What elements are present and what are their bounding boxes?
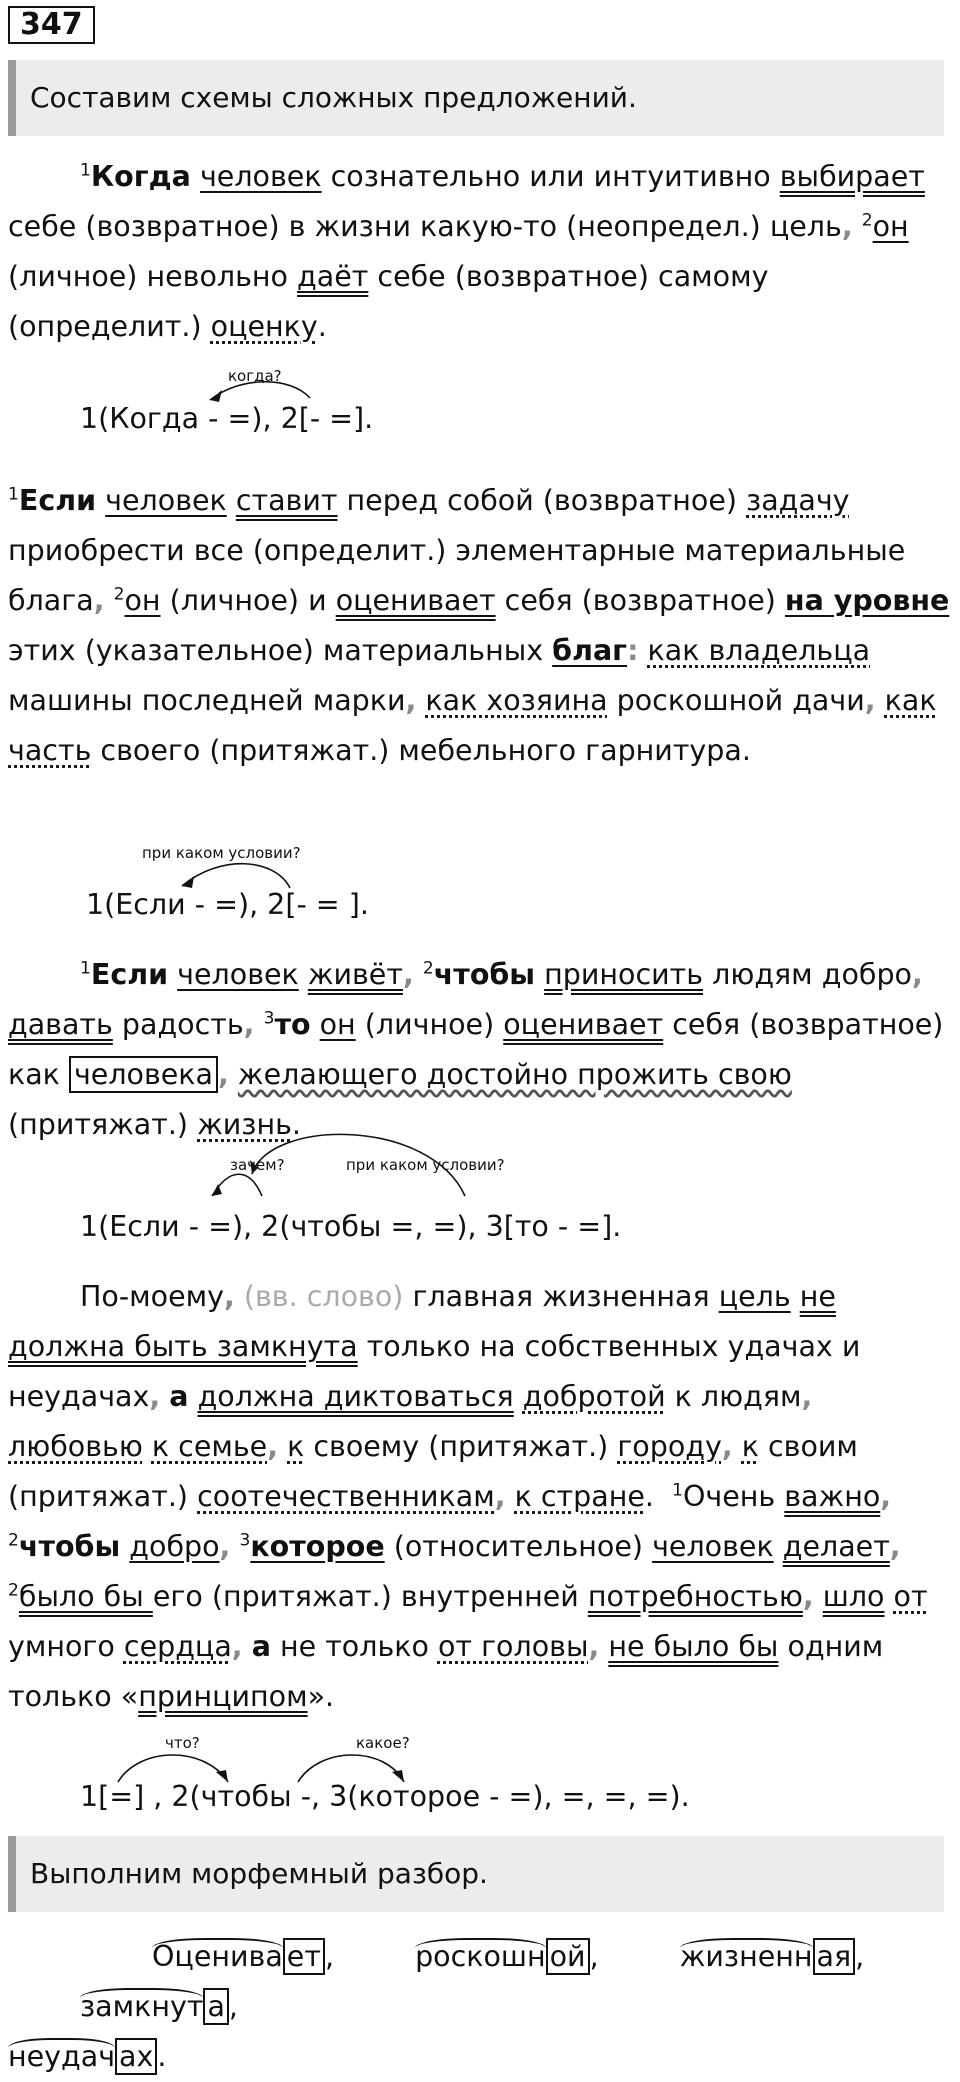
text: По-моему: [80, 1280, 224, 1313]
text: людям добро: [703, 958, 912, 991]
text: себя (возвратное) как: [8, 1008, 944, 1091]
object: к стране: [514, 1480, 645, 1513]
word-ending: ая: [813, 1938, 856, 1975]
predicate: было бы: [18, 1580, 153, 1613]
section-header-morph: Выполним морфемный разбор.: [8, 1836, 944, 1912]
morph-word: [343, 1932, 590, 1982]
object: от головы: [437, 1630, 589, 1663]
text: себе (возвратное) в жизни какую-то (неопредел.): [8, 210, 770, 243]
text: себя (возвратное): [495, 584, 785, 617]
word-ending: ой: [546, 1938, 590, 1975]
text: .: [291, 1108, 301, 1141]
comma-mark: ,: [219, 1530, 231, 1563]
word-stem: неудач: [8, 2040, 116, 2073]
comma-mark: ,: [864, 684, 876, 717]
scheme-formula: 1(Если - =), 2(чтобы =, =), 3[то - =].: [80, 1210, 622, 1243]
comma-mark: ,: [880, 1480, 892, 1513]
object: задачу: [746, 484, 850, 517]
text: блага: [8, 584, 94, 617]
object: соотечественникам: [197, 1480, 495, 1513]
object: сердца: [123, 1630, 232, 1663]
predicate: важно: [784, 1480, 881, 1513]
text: (личное) и: [160, 584, 336, 617]
homogeneous-member: как хозяина: [425, 684, 608, 717]
comma-mark: ,: [93, 584, 105, 617]
text: Очень: [682, 1480, 785, 1513]
predicate: приносить: [544, 958, 704, 991]
morph-word: [80, 1932, 325, 1982]
predicate: шло: [822, 1580, 885, 1613]
comma-mark: ,: [911, 958, 923, 991]
word-ending: а: [203, 1988, 228, 2025]
clause-number: 2: [113, 584, 125, 605]
text: этих (указательное) материальных: [8, 634, 553, 667]
scheme-formula: 1[=] , 2(чтобы -, 3(которое - =), =, =, =).: [80, 1780, 690, 1813]
object: жизнь: [197, 1108, 292, 1141]
text: умного: [8, 1630, 124, 1663]
comma-mark: ,: [721, 1430, 733, 1463]
comma-mark: ,: [267, 1430, 279, 1463]
predicate: должна диктоваться: [197, 1380, 514, 1413]
scheme-formula: 1(Если - =), 2[- = ].: [86, 888, 369, 921]
question-label: какое?: [356, 1734, 410, 1752]
conjunction: а: [169, 1380, 189, 1413]
sentence-1: [8, 152, 952, 352]
text: машины последней марки: [8, 684, 406, 717]
homogeneous-member: как владельца: [647, 634, 871, 667]
defined-word: человека: [69, 1056, 218, 1093]
comma-mark: ,: [402, 958, 414, 991]
conjunction: чтобы: [433, 958, 536, 991]
text: (относительное): [384, 1530, 653, 1563]
conjunction: а: [251, 1630, 271, 1663]
text: своему (притяжат.): [304, 1430, 618, 1463]
text: (притяжат.): [8, 1108, 198, 1141]
comma-mark: ,: [218, 1058, 229, 1091]
text: радость: [112, 1008, 244, 1041]
predicate: принципом: [138, 1680, 308, 1713]
comma-mark: ,: [405, 684, 417, 717]
predicate: оценивает: [503, 1008, 664, 1041]
text: .: [157, 2040, 167, 2073]
text: ,: [855, 1940, 865, 1973]
text: .: [644, 1480, 654, 1513]
word-ending: ет: [283, 1938, 325, 1975]
text: себе (возвратное) самому (определит.): [8, 260, 769, 343]
text: (личное) невольно: [8, 260, 298, 293]
comma-mark: ,: [494, 1480, 506, 1513]
object: к: [741, 1430, 759, 1463]
subject: человек: [105, 484, 227, 517]
task-number: 347: [8, 6, 95, 44]
predicate: выбирает: [779, 160, 925, 193]
text: [227, 484, 236, 517]
text: ,: [228, 1990, 238, 2023]
text: цель: [769, 210, 842, 243]
predicate: потребностью: [587, 1580, 803, 1613]
object: городу: [617, 1430, 722, 1463]
clause-number: 2: [8, 1580, 19, 1601]
clause-number: 2: [861, 210, 873, 231]
predicate: не было бы: [608, 1630, 779, 1663]
predicate: даёт: [297, 260, 369, 293]
comma-mark: ,: [801, 1380, 813, 1413]
comma-mark: ,: [231, 1630, 243, 1663]
clause-number: 2: [422, 958, 434, 979]
subject: он: [319, 1008, 356, 1041]
subject: добро: [129, 1530, 220, 1563]
text: перед собой (возвратное): [337, 484, 747, 517]
conjunction: Если: [90, 958, 169, 991]
text: сознательно или интуитивно: [321, 160, 780, 193]
text: к людям: [665, 1380, 802, 1413]
object: оценку: [210, 310, 318, 343]
comma-mark: ,: [841, 210, 853, 243]
text: своим (притяжат.): [8, 1430, 858, 1513]
word-ending: ах: [115, 2038, 157, 2075]
generalizing-word: на уровне: [784, 584, 950, 617]
subject: человек: [199, 160, 322, 193]
text: не только: [270, 1630, 438, 1663]
scheme-formula: 1(Когда - =), 2[- =].: [80, 402, 374, 435]
object: к семье: [151, 1430, 268, 1463]
sentence-4: [8, 1272, 952, 1722]
subject: он: [124, 584, 161, 617]
participial-phrase: желающего достойно прожить свою: [237, 1058, 792, 1091]
predicate: давать: [8, 1008, 113, 1041]
text: главная жизненная: [403, 1280, 719, 1313]
clause-number: 1: [80, 160, 91, 181]
conjunction: Когда: [90, 160, 191, 193]
predicate: делает: [782, 1530, 890, 1563]
word-stem: жизненн: [679, 1940, 813, 1973]
word-stem: роскошн: [415, 1940, 546, 1973]
text: ,: [324, 1940, 334, 1973]
comma-mark: ,: [243, 1008, 255, 1041]
word-stem: Оценива: [152, 1940, 283, 1973]
sentence-2: [8, 476, 952, 776]
clause-number: 1: [8, 484, 19, 505]
comma-mark: ,: [149, 1380, 161, 1413]
question-label: при каком условии?: [142, 844, 301, 862]
comma-mark: ,: [588, 1630, 600, 1663]
predicate: не должна быть замкнута: [8, 1280, 836, 1363]
sentence-3: [8, 950, 952, 1150]
text: ».: [307, 1680, 335, 1713]
morph-word: [608, 1932, 855, 1982]
text: его (притяжат.) внутренней: [152, 1580, 588, 1613]
predicate: живёт: [307, 958, 403, 991]
word-stem: замкнут: [80, 1990, 204, 2023]
comma-mark: ,: [224, 1280, 235, 1313]
comma-mark: ,: [802, 1580, 814, 1613]
question-label: когда?: [228, 367, 282, 385]
subject: человек: [652, 1530, 774, 1563]
text: приобрести все (определит.) элементарные материальные: [8, 534, 906, 567]
homogeneous-member: как часть: [8, 684, 937, 767]
colon-mark: :: [627, 634, 639, 667]
morph-word: [8, 2032, 157, 2082]
clause-number: 3: [239, 1530, 251, 1551]
morpheme-analysis: [8, 1932, 952, 2082]
object: добротой: [522, 1380, 666, 1413]
text: ,: [589, 1940, 599, 1973]
clause-number: 2: [8, 1530, 19, 1551]
clause-number: 1: [80, 958, 91, 979]
conjunction: Если: [18, 484, 97, 517]
clause-number: 1: [672, 1480, 683, 1501]
conjunction: чтобы: [18, 1530, 121, 1563]
subject: человек: [177, 958, 299, 991]
subject: цель: [718, 1280, 791, 1313]
text: своего (притяжат.) мебельного гарнитура.: [91, 734, 751, 767]
conjunction: то: [274, 1008, 311, 1041]
question-label: при каком условии?: [346, 1156, 505, 1174]
object: любовью: [8, 1430, 143, 1463]
conjunctive-word: которое: [250, 1530, 385, 1563]
comma-mark: ,: [889, 1530, 901, 1563]
text: .: [317, 310, 327, 343]
question-label: что?: [165, 1734, 200, 1752]
parenthetical-note: (вв. слово): [243, 1280, 404, 1313]
text: (личное): [355, 1008, 504, 1041]
generalizing-word: благ: [552, 634, 628, 667]
subject: он: [872, 210, 909, 243]
clause-number: 3: [263, 1008, 275, 1029]
text: только на собственных удачах и неудачах: [8, 1330, 861, 1413]
object: к: [287, 1430, 305, 1463]
question-label: зачем?: [230, 1156, 285, 1174]
text: одним только «: [8, 1630, 884, 1713]
predicate: ставит: [235, 484, 338, 517]
predicate: оценивает: [335, 584, 496, 617]
object: от: [893, 1580, 928, 1613]
section-header-schemes: Составим схемы сложных предложений.: [8, 60, 944, 136]
text: роскошной дачи: [607, 684, 865, 717]
